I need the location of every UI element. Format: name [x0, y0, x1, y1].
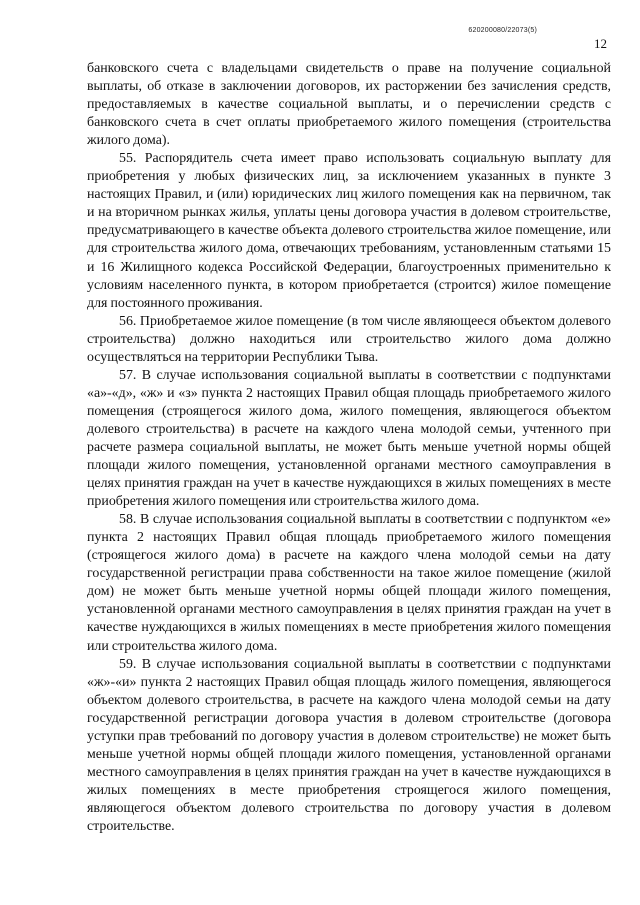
page-number: 12 — [594, 36, 607, 51]
document-body — [87, 60, 611, 836]
paragraph-59: 59. В случае использования социальной выплаты в соответствии с подпунктами «ж»-«и» пункта 2 настоящих Правил общая площадь жилого помещения, являющегося объектом долевого строительства, в расчете на каждого члена молодой семьи на дату государственной регистрации договора участия в долевом строительстве (договора уступки прав требований по договору участия в долевом строительстве) не может быть меньше учетной нормы общей площади жилого помещения, установленной органами местного самоуправления в целях принятия граждан на учет в качестве нуждающихся в жилых помещениях в месте приобретения строящегося жилого помещения, являющегося объектом долевого строительства по договору участия в долевом строительстве. — [87, 656, 611, 834]
paragraph-57: 57. В случае использования социальной выплаты в соответствии с подпунктами «а»-«д», «ж» и «з» пункта 2 настоящих Правил общая площадь приобретаемого жилого помещения (строящегося жилого дома, жилого помещения, являющегося объектом долевого строительства) в расчете на каждого члена молодой семьи, учтенного при расчете размера социальной выплаты, не может быть меньше учетной нормы общей площади жилого помещения, установленной органами местного самоуправления в целях принятия граждан на учет в качестве нуждающихся в жилых помещениях в месте приобретения жилого помещения или строительства жилого дома. — [87, 367, 611, 510]
paragraph-55: 55. Распорядитель счета имеет право использовать социальную выплату для приобретения у любых физических лиц, за исключением указанных в пункте 3 настоящих Правил, и (или) юридических лиц жилого помещения как на первичном, так и на вторичном рынках жилья, уплаты цены договора участия в долевом строительстве, предусматривающего в качестве объекта долевого строительства жилое помещение, или для строительства жилого дома, отвечающих требованиям, установленным статьями 15 и 16 Жилищного кодекса Российской Федерации, благоустроенных применительно к условиям населенного пункта, в котором приобретается (строится) жилое помещение для постоянного проживания. — [87, 151, 611, 311]
document-id: 620200080/22073(5) — [468, 27, 537, 34]
paragraph-58: 58. В случае использования социальной выплаты в соответствии с подпунктом «е» пункта 2 настоящих Правил общая площадь приобретаемого жилого помещения (строящегося жилого дома) в расчете на каждого члена молодой семьи на дату государственной регистрации права собственности на такое жилое помещение (жилой дом) не может быть меньше учетной нормы общей площади жилого помещения, установленной органами местного самоуправления в целях принятия граждан на учет в качестве нуждающихся в жилых помещениях в месте приобретения жилого помещения или строительства жилого дома. — [87, 512, 611, 654]
paragraph-56: 56. Приобретаемое жилое помещение (в том числе являющееся объектом долевого строительства) должно находиться или строительство жилого дома должно осуществляться на территории Республики Тыва. — [87, 313, 611, 365]
paragraph-continuation: банковского счета с владельцами свидетельств о праве на получение социальной выплаты, об отказе в заключении договоров, их расторжении без зачисления средств, предоставляемых в качестве социальной выплаты, и о перечислении средств с банковского счета в счет оплаты приобретаемого жилого помещения (строительства жилого дома). — [87, 61, 611, 149]
